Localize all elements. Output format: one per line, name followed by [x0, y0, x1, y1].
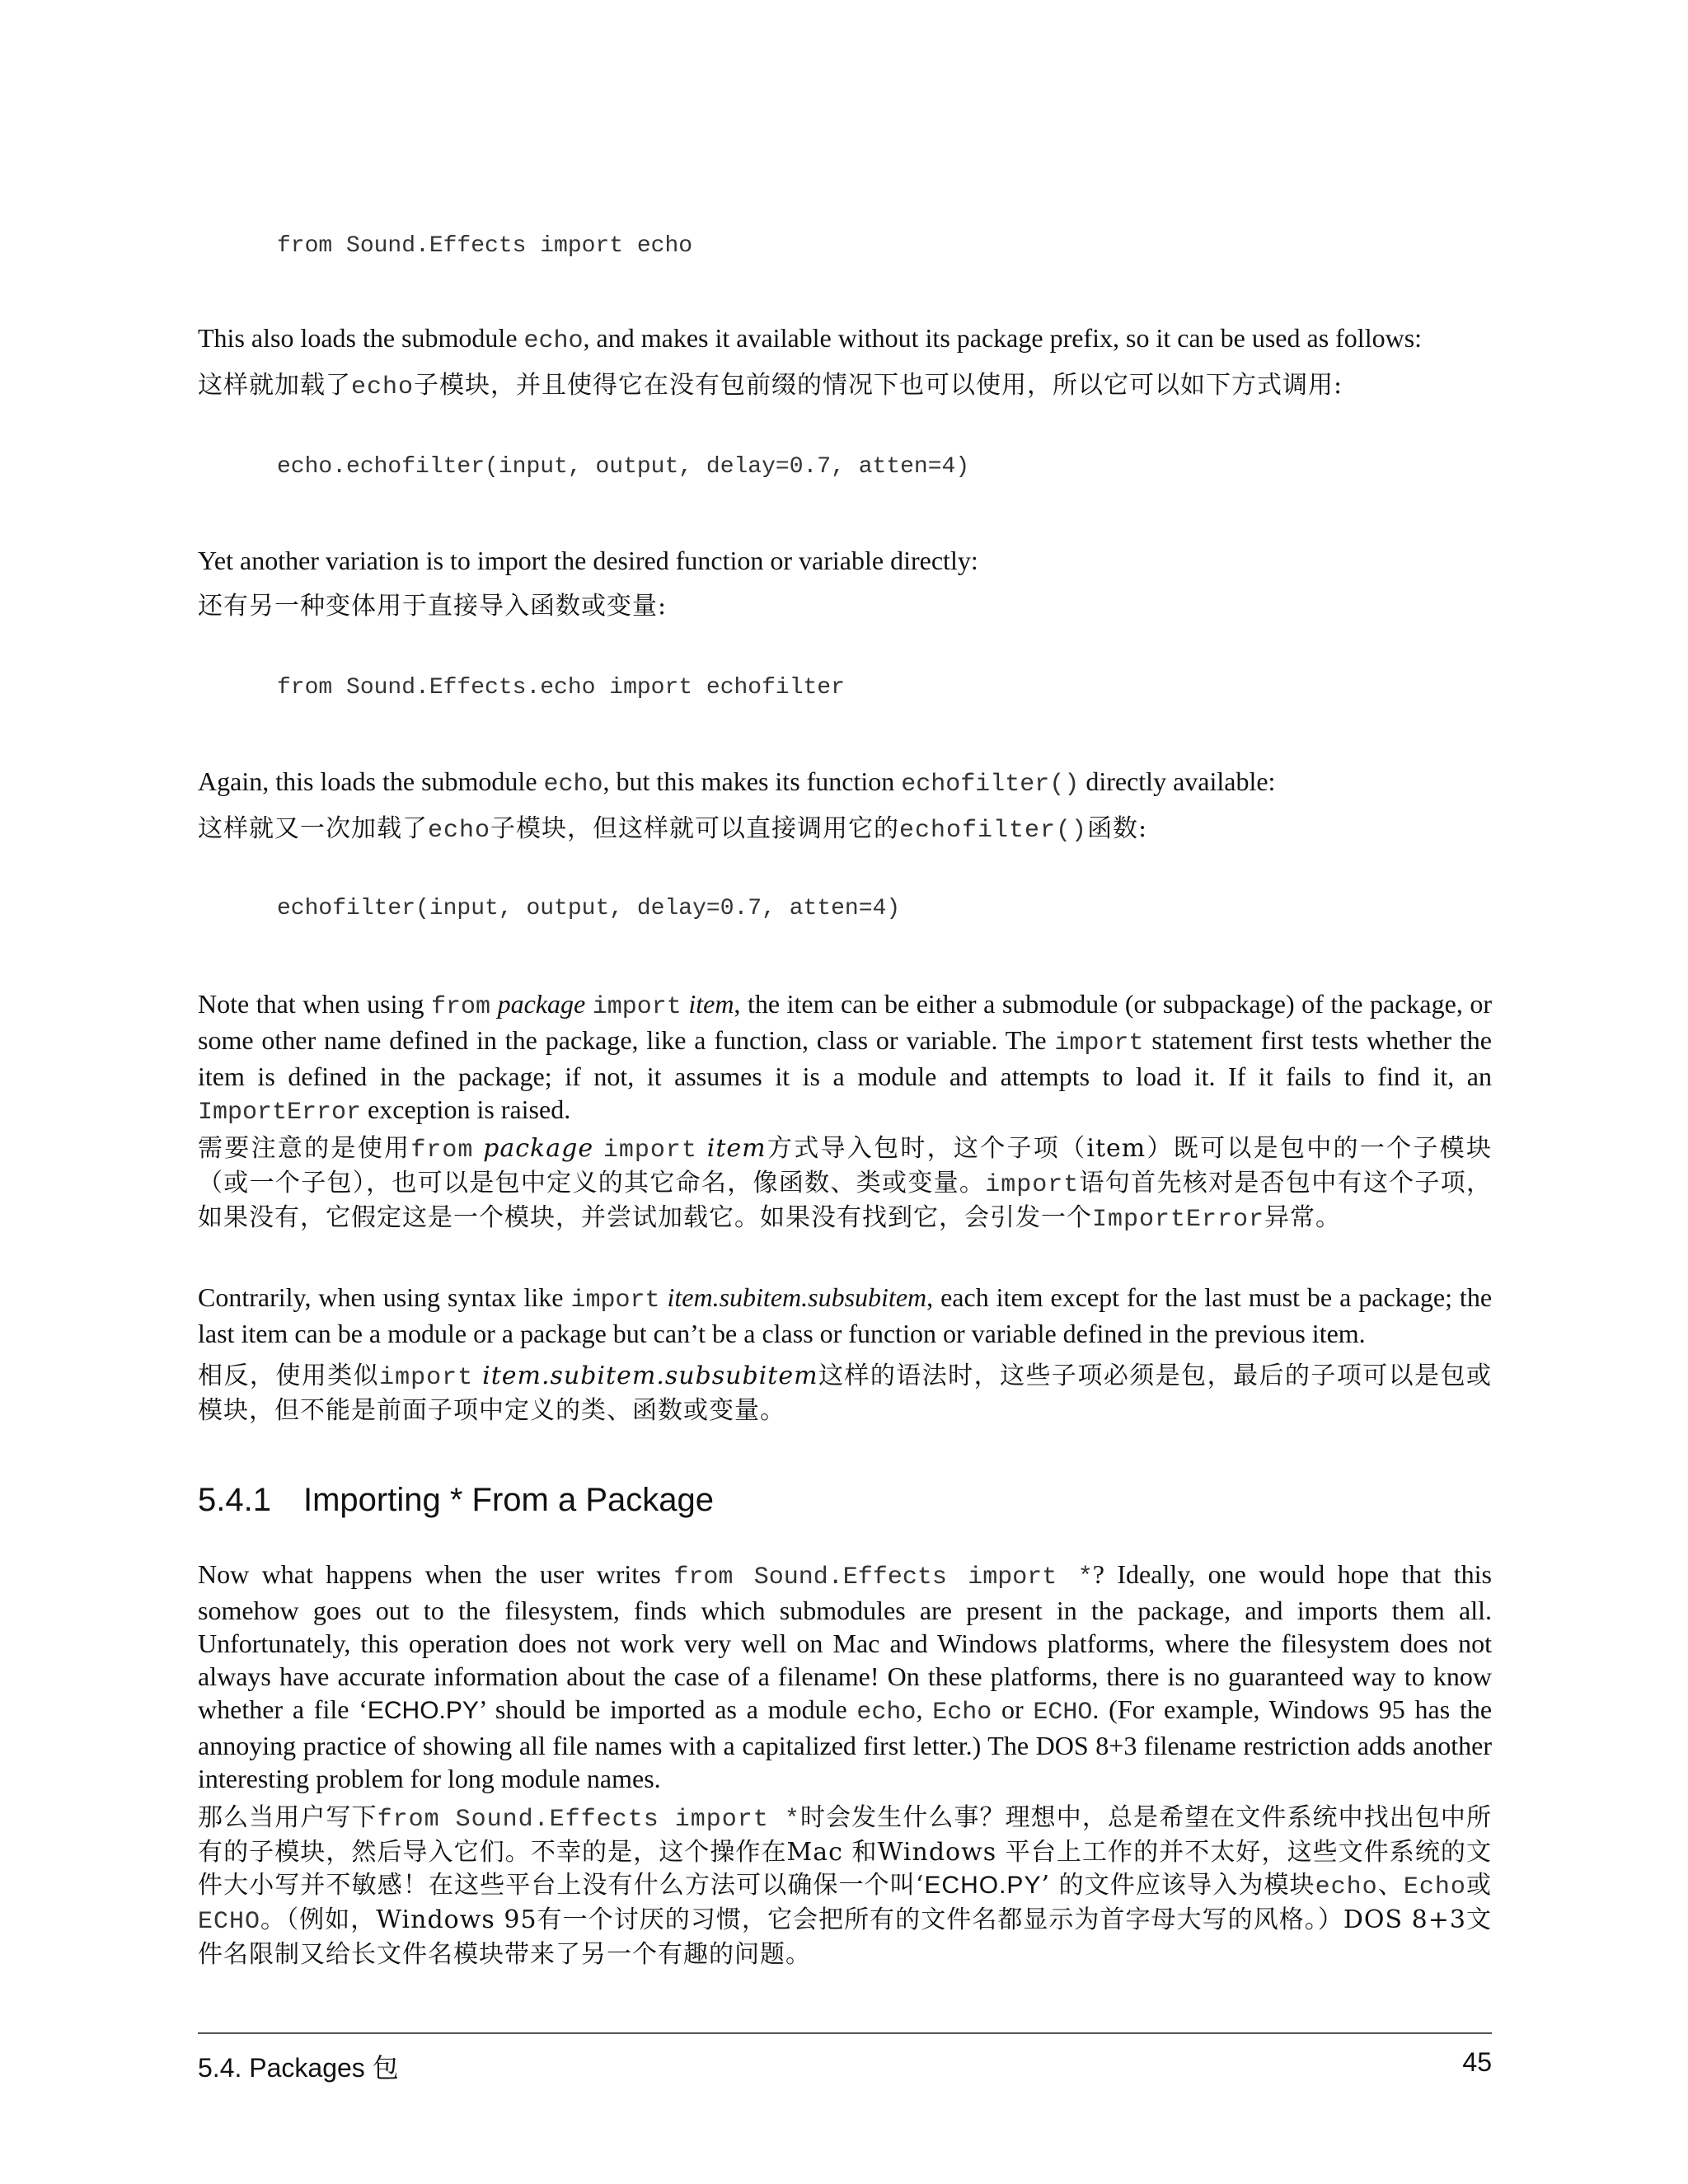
paragraph-again-zh: 这样就又一次加载了echo子模块，但这样就可以直接调用它的echofilter()函数:	[198, 814, 1148, 845]
paragraph-submodule-echo-en: This also loads the submodule echo, and makes it available without its package prefix, so it can be used as follows:	[198, 323, 1423, 355]
code-block-echofilter-direct: echofilter(input, output, delay=0.7, atten=4)	[277, 896, 901, 921]
code-block-echofilter-call: echo.echofilter(input, output, delay=0.7, atten=4)	[277, 454, 970, 480]
paragraph-submodule-echo-zh: 这样就加载了echo子模块，并且使得它在没有包前缀的情况下也可以使用，所以它可以如下方式调用:	[198, 371, 1343, 401]
paragraph-contrarily-zh: 相反，使用类似import item.subitem.subsubitem这样的语法时，这些子项必须是包，最后的子项可以是包或模块，但不能是前面子项中定义的类、函数或变量。	[198, 1361, 1493, 1425]
paragraph-contrarily-en: Contrarily, when using syntax like import item.subitem.subsubitem, each item except for the last must be a package; the last item can be a module or a package but can’t be a class or function or variable defined in the previous item.	[198, 1282, 1493, 1348]
code-block-import-echo: from Sound.Effects import echo	[277, 233, 693, 259]
footer-section-label: 5.4. Packages 包	[198, 2053, 399, 2083]
paragraph-note-zh: 需要注意的是使用from package import item方式导入包时，这个子项（item）既可以是包中的一个子模块（或一个子包），也可以是包中定义的其它命名，像函数、类或变量。import语句首先核对是否包中有这个子项，如果没有，它假定这是一个模块，并尝试加载它。如果没有找到它，会引发一个ImportError异常。	[198, 1134, 1493, 1234]
section-number: 5.4.1	[198, 1482, 271, 1518]
footer-rule	[198, 2032, 1492, 2034]
paragraph-import-star-en: Now what happens when the user writes from Sound.Effects import *? Ideally, one would hope that this somehow goes out to the filesystem, finds which submodules are present in the package, and imports them all. Unfortunately, this operation does not work very well on Mac and Windows platforms, where the filesystem does not always have accurate information about the case of a filename! On these platforms, there is no guaranteed way to know whether a file ‘ECHO.PY’ should be imported as a module echo, Echo or ECHO. (For example, Windows 95 has the annoying practice of showing all file names with a capitalized first letter.) The DOS 8+3 filename restriction adds another interesting problem for long module names.	[198, 1559, 1493, 1793]
paragraph-variation-zh: 还有另一种变体用于直接导入函数或变量:	[198, 592, 668, 621]
document-page	[198, 0, 1492, 2184]
code-block-import-echofilter: from Sound.Effects.echo import echofilter	[277, 675, 845, 701]
page-number: 45	[1462, 2047, 1492, 2077]
section-heading	[198, 1482, 714, 1519]
paragraph-variation-en: Yet another variation is to import the desired function or variable directly:	[198, 546, 978, 575]
section-title: Importing * From a Package	[303, 1482, 714, 1518]
paragraph-note-en: Note that when using from package import item, the item can be either a submodule (or subpackage) of the package, or some other name defined in the package, like a function, class or variable. The import statement first tests whether the item is defined in the package; if not, it assumes it is a module and attempts to load it. If it fails to find it, an ImportError exception is raised.	[198, 989, 1493, 1127]
paragraph-again-en: Again, this loads the submodule echo, but this makes its function echofilter() directly available:	[198, 766, 1276, 799]
paragraph-import-star-zh: 那么当用户写下from Sound.Effects import *时会发生什么事？理想中，总是希望在文件系统中找出包中所有的子模块，然后导入它们。不幸的是，这个操作在Mac 和Windows 平台上工作的并不太好，这些文件系统的文件大小写并不敏感！在这些平台上没有什么方法可以确保一个叫‘ECHO.PY’ 的文件应该导入为模块echo、Echo或ECHO。（例如，Windows 95有一个讨厌的习惯，它会把所有的文件名都显示为首字母大写的风格。）DOS 8+3文件名限制又给长文件名模块带来了另一个有趣的问题。	[198, 1803, 1493, 1969]
